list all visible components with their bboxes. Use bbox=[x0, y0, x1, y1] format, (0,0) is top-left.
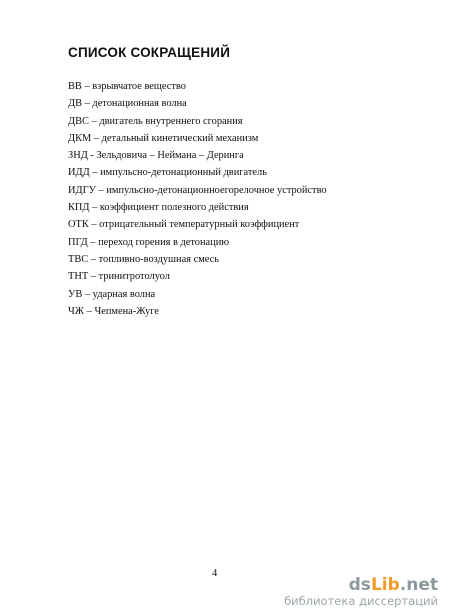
abbreviation-item: ДВ – детонационная волна bbox=[68, 98, 187, 110]
logo-part-net: .net bbox=[399, 575, 438, 595]
dslib-logo bbox=[284, 576, 438, 594]
page-number: 4 bbox=[212, 568, 218, 579]
abbreviation-item: КПД – коэффициент полезного действия bbox=[68, 202, 249, 214]
abbreviation-item: УВ – ударная волна bbox=[68, 288, 156, 300]
abbreviation-item: ИДД – импульсно-детонационный двигатель bbox=[68, 167, 267, 179]
abbreviation-item: ИДГУ – импульсно-детонационноегорелочное устройство bbox=[68, 184, 327, 196]
logo-part-ds: ds bbox=[348, 575, 371, 595]
abbreviation-item: ДВС – двигатель внутреннего сгорания bbox=[68, 115, 243, 127]
abbreviation-list bbox=[68, 78, 327, 320]
abbreviation-item: ДКМ – детальный кинетический механизм bbox=[68, 132, 259, 144]
dslib-watermark-link[interactable] bbox=[284, 576, 438, 608]
abbreviation-item: ВВ – взрывчатое вещество bbox=[68, 81, 186, 92]
abbreviation-item: ОТК – отрицательный температурный коэффициент bbox=[68, 219, 300, 231]
abbreviation-item: ЧЖ – Чепмена-Жуге bbox=[68, 305, 159, 317]
page-heading: СПИСОК СОКРАЩЕНИЙ bbox=[68, 45, 231, 60]
abbreviation-item: ЗНД - Зельдовича – Неймана – Деринга bbox=[68, 150, 244, 162]
abbreviation-item: ТНТ – тринитротолуол bbox=[68, 271, 170, 283]
watermark-subtitle: библиотека диссертаций bbox=[284, 594, 438, 608]
abbreviation-item: ТВС – топливно-воздушная смесь bbox=[68, 253, 220, 265]
logo-part-lib: Lib bbox=[370, 575, 400, 595]
abbreviation-item: ПГД – переход горения в детонацию bbox=[68, 236, 230, 248]
